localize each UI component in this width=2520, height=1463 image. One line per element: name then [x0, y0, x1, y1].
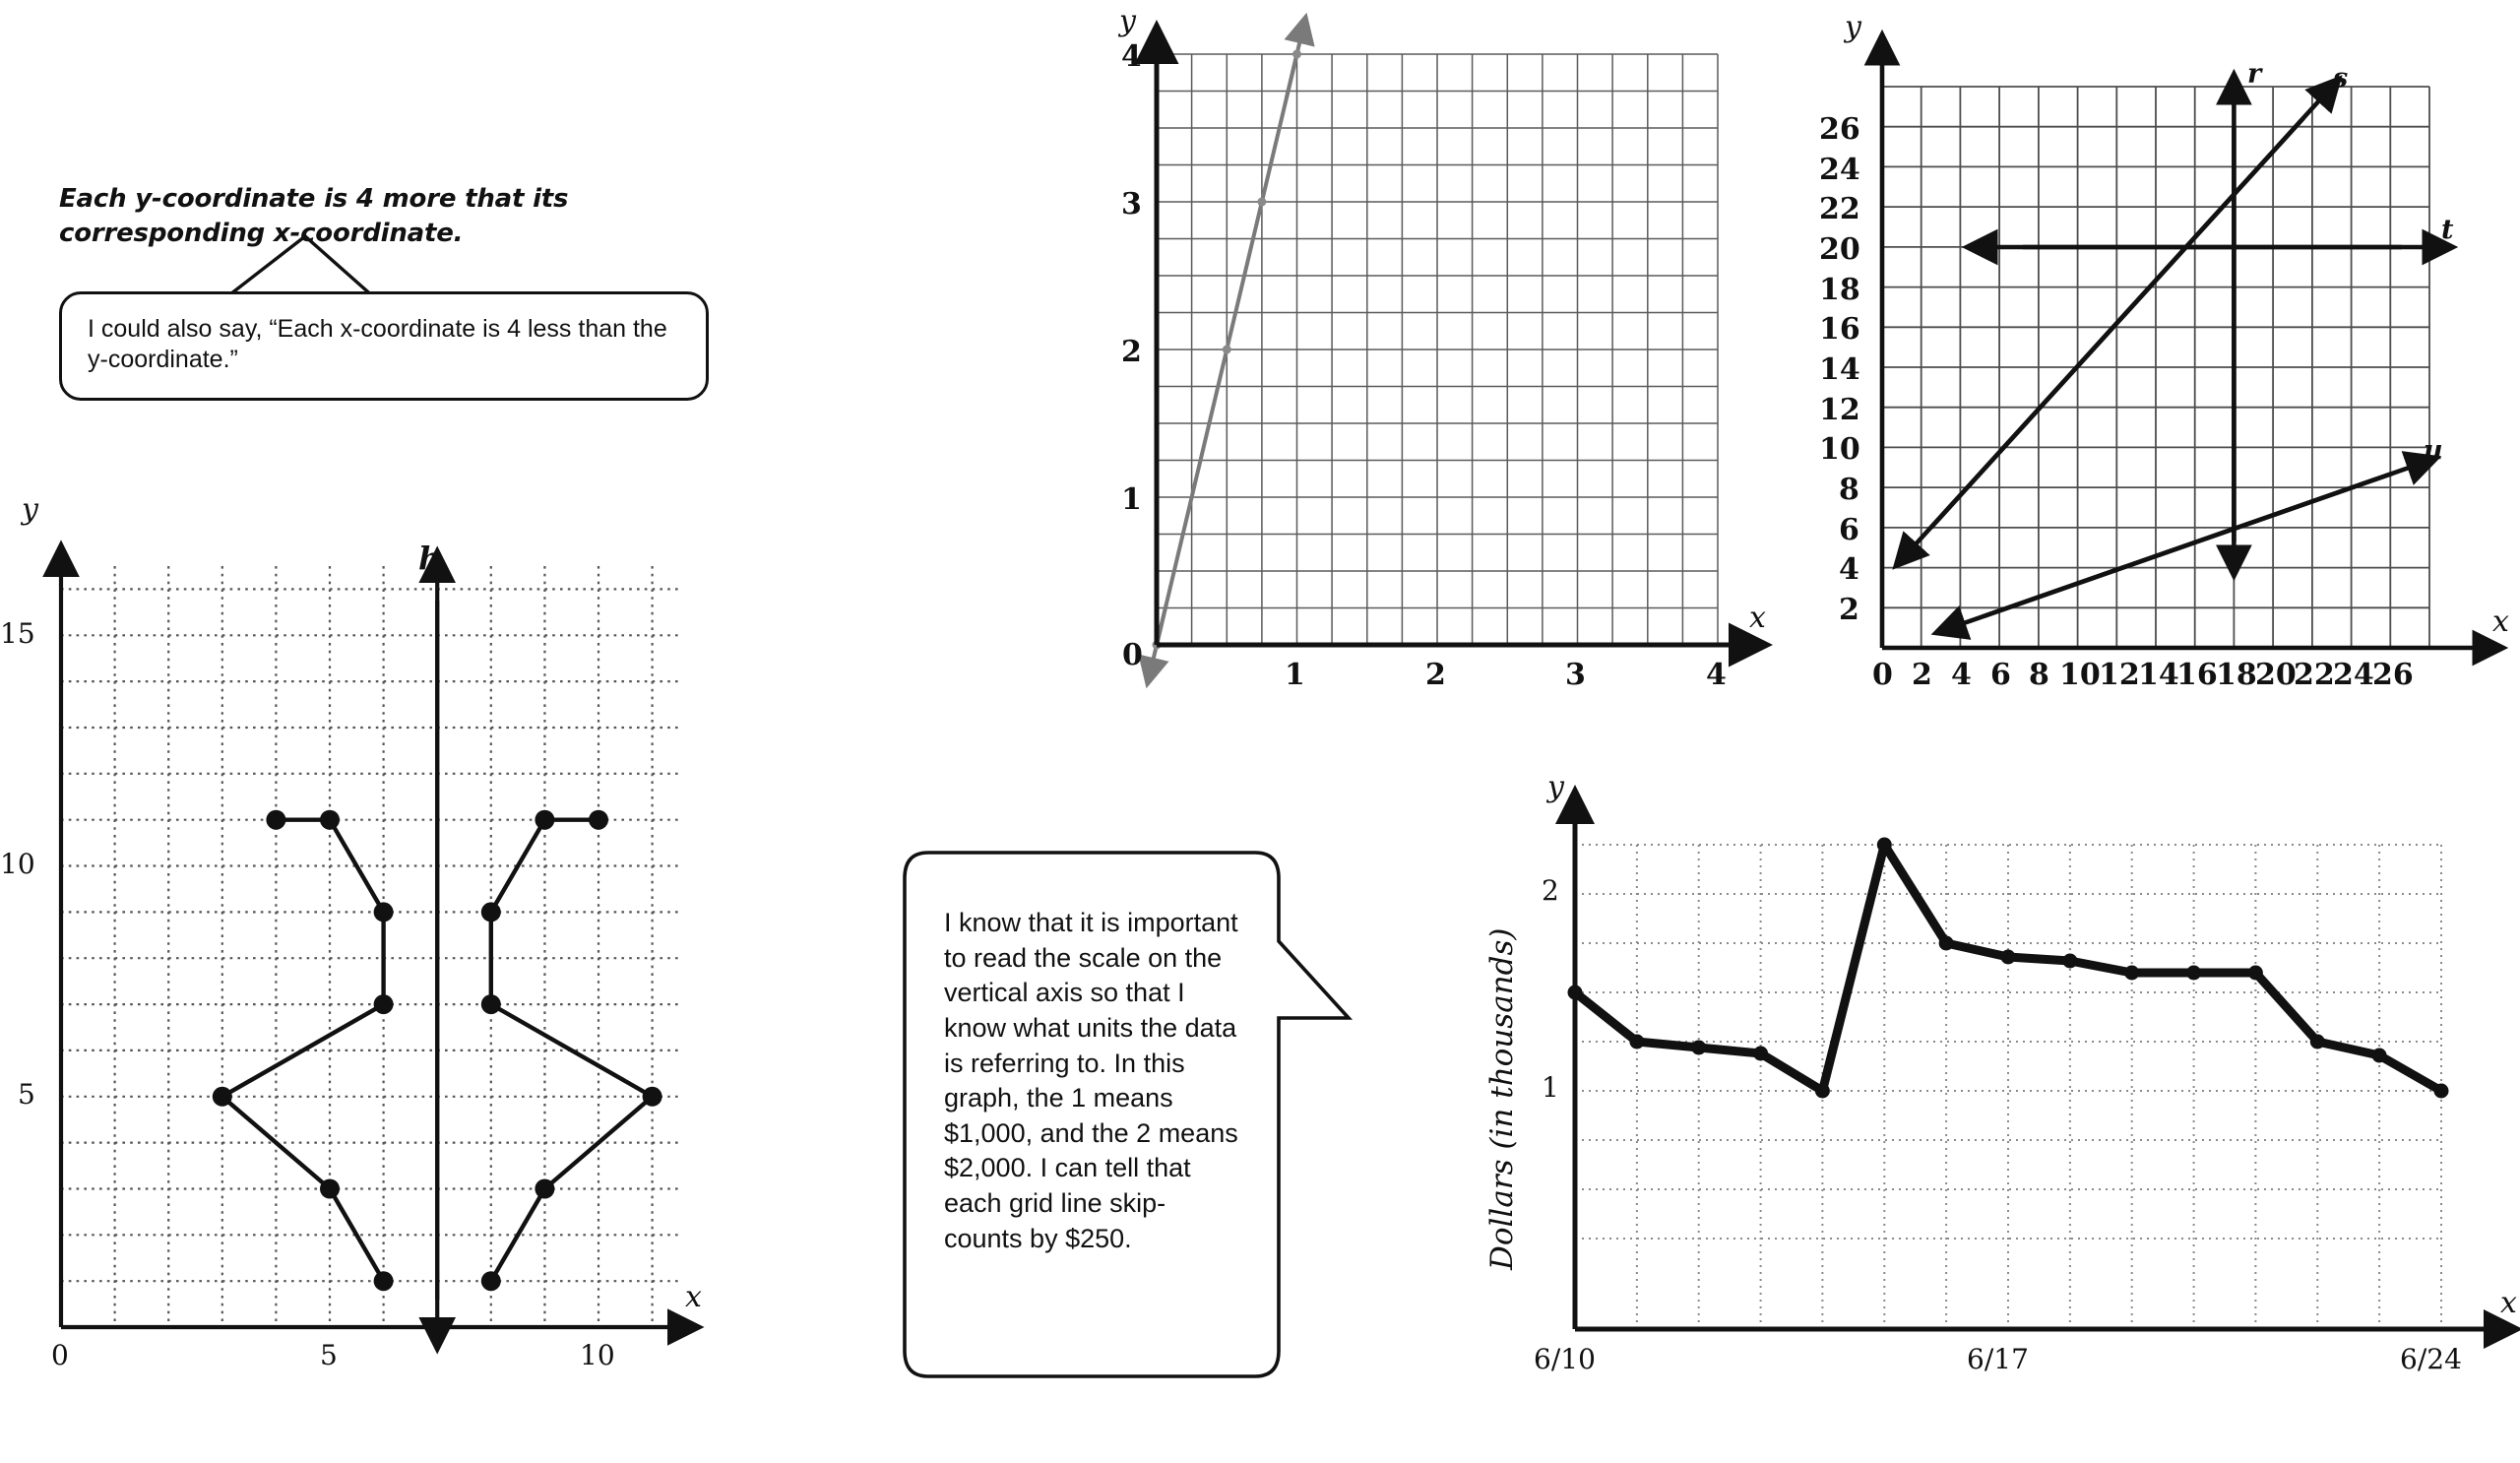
lines-rstu-ytick-10: 10: [1819, 432, 1860, 467]
unit-grid-xtick-1: 1: [1285, 658, 1305, 692]
unit-grid-graph: [1078, 4, 1767, 758]
lines-rstu-xtick-20: 20: [2255, 658, 2297, 692]
lines-rstu-xtick-4: 4: [1951, 658, 1972, 692]
unit-grid-ytick-3: 3: [1121, 187, 1142, 222]
dollars-gridlines: [1575, 845, 2441, 1329]
lines-rstu-xtick-2: 2: [1912, 658, 1932, 692]
dollars-x-axis-label: x: [2500, 1286, 2517, 1320]
unit-grid-y-axis-label: y: [1119, 4, 1136, 38]
lines-rstu-ytick-12: 12: [1819, 393, 1860, 427]
callout-tail-icon: [59, 230, 453, 299]
lines-rstu-xtick-10: 10: [2059, 658, 2101, 692]
callout-bubble: [59, 291, 709, 401]
butterfly-ytick-15: 15: [0, 617, 35, 650]
lines-rstu-ytick-18: 18: [1819, 273, 1860, 307]
lines-rstu-xtick-8: 8: [2029, 658, 2049, 692]
lines-rstu-xtick-18: 18: [2216, 658, 2257, 692]
dollars-y-axis-label: y: [1547, 770, 1564, 804]
dollars-xtick-624: 6/24: [2400, 1343, 2462, 1375]
callout-block: [59, 182, 709, 401]
dollars-ytick-2: 2: [1542, 874, 1559, 907]
lines-rstu-xtick-6: 6: [1990, 658, 2011, 692]
speech-bubble: [901, 849, 1432, 1420]
lines-rstu-ytick-26: 26: [1819, 112, 1860, 147]
lines-rstu-xtick-26: 26: [2372, 658, 2414, 692]
dollars-xtick-617: 6/17: [1967, 1343, 2029, 1375]
lines-rstu-ytick-22: 22: [1819, 192, 1860, 226]
lines-rstu-xtick-16: 16: [2176, 658, 2218, 692]
lines-rstu-ytick-2: 2: [1839, 593, 1859, 627]
unit-grid-tick-origin: 0: [1122, 638, 1143, 672]
lines-rstu-xtick-14: 14: [2138, 658, 2179, 692]
lines-rstu-label-t: t: [2441, 215, 2454, 245]
lines-rstu-gridlines: [1882, 87, 2429, 648]
lines-rstu-label-r: r: [2247, 59, 2262, 90]
butterfly-xtick-0: 0: [51, 1339, 69, 1371]
lines-rstu-ytick-4: 4: [1839, 552, 1859, 587]
butterfly-gridlines: [61, 566, 679, 1327]
lines-rstu-label-u: u: [2424, 435, 2443, 466]
dollars-axes: [1575, 819, 2488, 1329]
dollars-ytick-1: 1: [1542, 1071, 1559, 1104]
unit-grid-xtick-2: 2: [1425, 658, 1446, 692]
unit-grid-xtick-3: 3: [1565, 658, 1586, 692]
butterfly-graph: [0, 492, 709, 1388]
lines-rstu-ytick-8: 8: [1839, 473, 1859, 507]
butterfly-x-axis-label: x: [685, 1280, 702, 1314]
lines-rstu-graph-svg: [1811, 10, 2520, 758]
unit-grid-minor-lines: [1157, 54, 1718, 645]
lines-rstu-ytick-6: 6: [1839, 513, 1859, 547]
lines-rstu-y-axis-label: y: [1845, 10, 1861, 44]
lines-rstu-x-axis-label: x: [2492, 604, 2509, 639]
callout-bubble-text: I could also say, “Each x-coordinate is 4 less than the y-coordinate.”: [88, 315, 667, 374]
lines-rstu-ytick-16: 16: [1819, 312, 1860, 347]
callout-bubble-wrap: [59, 291, 709, 401]
lines-rstu-xtick-24: 24: [2333, 658, 2374, 692]
dollars-time-series: [1457, 770, 2520, 1463]
unit-grid-ytick-1: 1: [1121, 482, 1142, 517]
lines-rstu-ytick-24: 24: [1819, 153, 1860, 187]
unit-grid-ytick-4: 4: [1121, 39, 1142, 74]
dollars-xtick-610: 6/10: [1534, 1343, 1596, 1375]
unit-grid-x-axis-label: x: [1749, 601, 1766, 635]
butterfly-xtick-5: 5: [320, 1339, 338, 1371]
lines-rstu-xtick-0: 0: [1872, 658, 1893, 692]
lines-rstu-xtick-22: 22: [2294, 658, 2335, 692]
lines-rstu-ytick-14: 14: [1819, 352, 1860, 387]
unit-grid-ytick-2: 2: [1121, 335, 1142, 369]
dollars-y-axis-title: Dollars (in thousands): [1484, 927, 1520, 1270]
callout-heading: Each y-coordinate is 4 more that its corresponding x-coordinate.: [59, 184, 569, 248]
butterfly-ytick-5: 5: [18, 1078, 35, 1111]
lines-rstu-ytick-20: 20: [1819, 232, 1860, 267]
butterfly-axes: [61, 573, 671, 1327]
lines-rstu-axes: [1882, 61, 2477, 648]
lines-rstu-xtick-12: 12: [2099, 658, 2140, 692]
unit-grid-xtick-4: 4: [1706, 658, 1727, 692]
speech-bubble-text: I know that it is important to read the scale on the vertical axis so that I know what units the data is referring to. In this graph, the 1 means $1,000, and the 2 means $2,000. I can tell that each grid line skip-counts by $250.: [944, 908, 1238, 1253]
lines-rstu-line-u: [1961, 467, 2412, 624]
lines-rstu-graph: [1811, 10, 2520, 758]
butterfly-graph-svg: [0, 502, 709, 1388]
butterfly-h-label: h: [418, 540, 442, 577]
butterfly-y-axis-label: y: [22, 492, 38, 527]
butterfly-xtick-10: 10: [580, 1339, 615, 1371]
butterfly-ytick-10: 10: [0, 848, 35, 880]
lines-rstu-label-s: s: [2333, 63, 2349, 94]
unit-grid-graph-svg: [1078, 10, 1767, 758]
